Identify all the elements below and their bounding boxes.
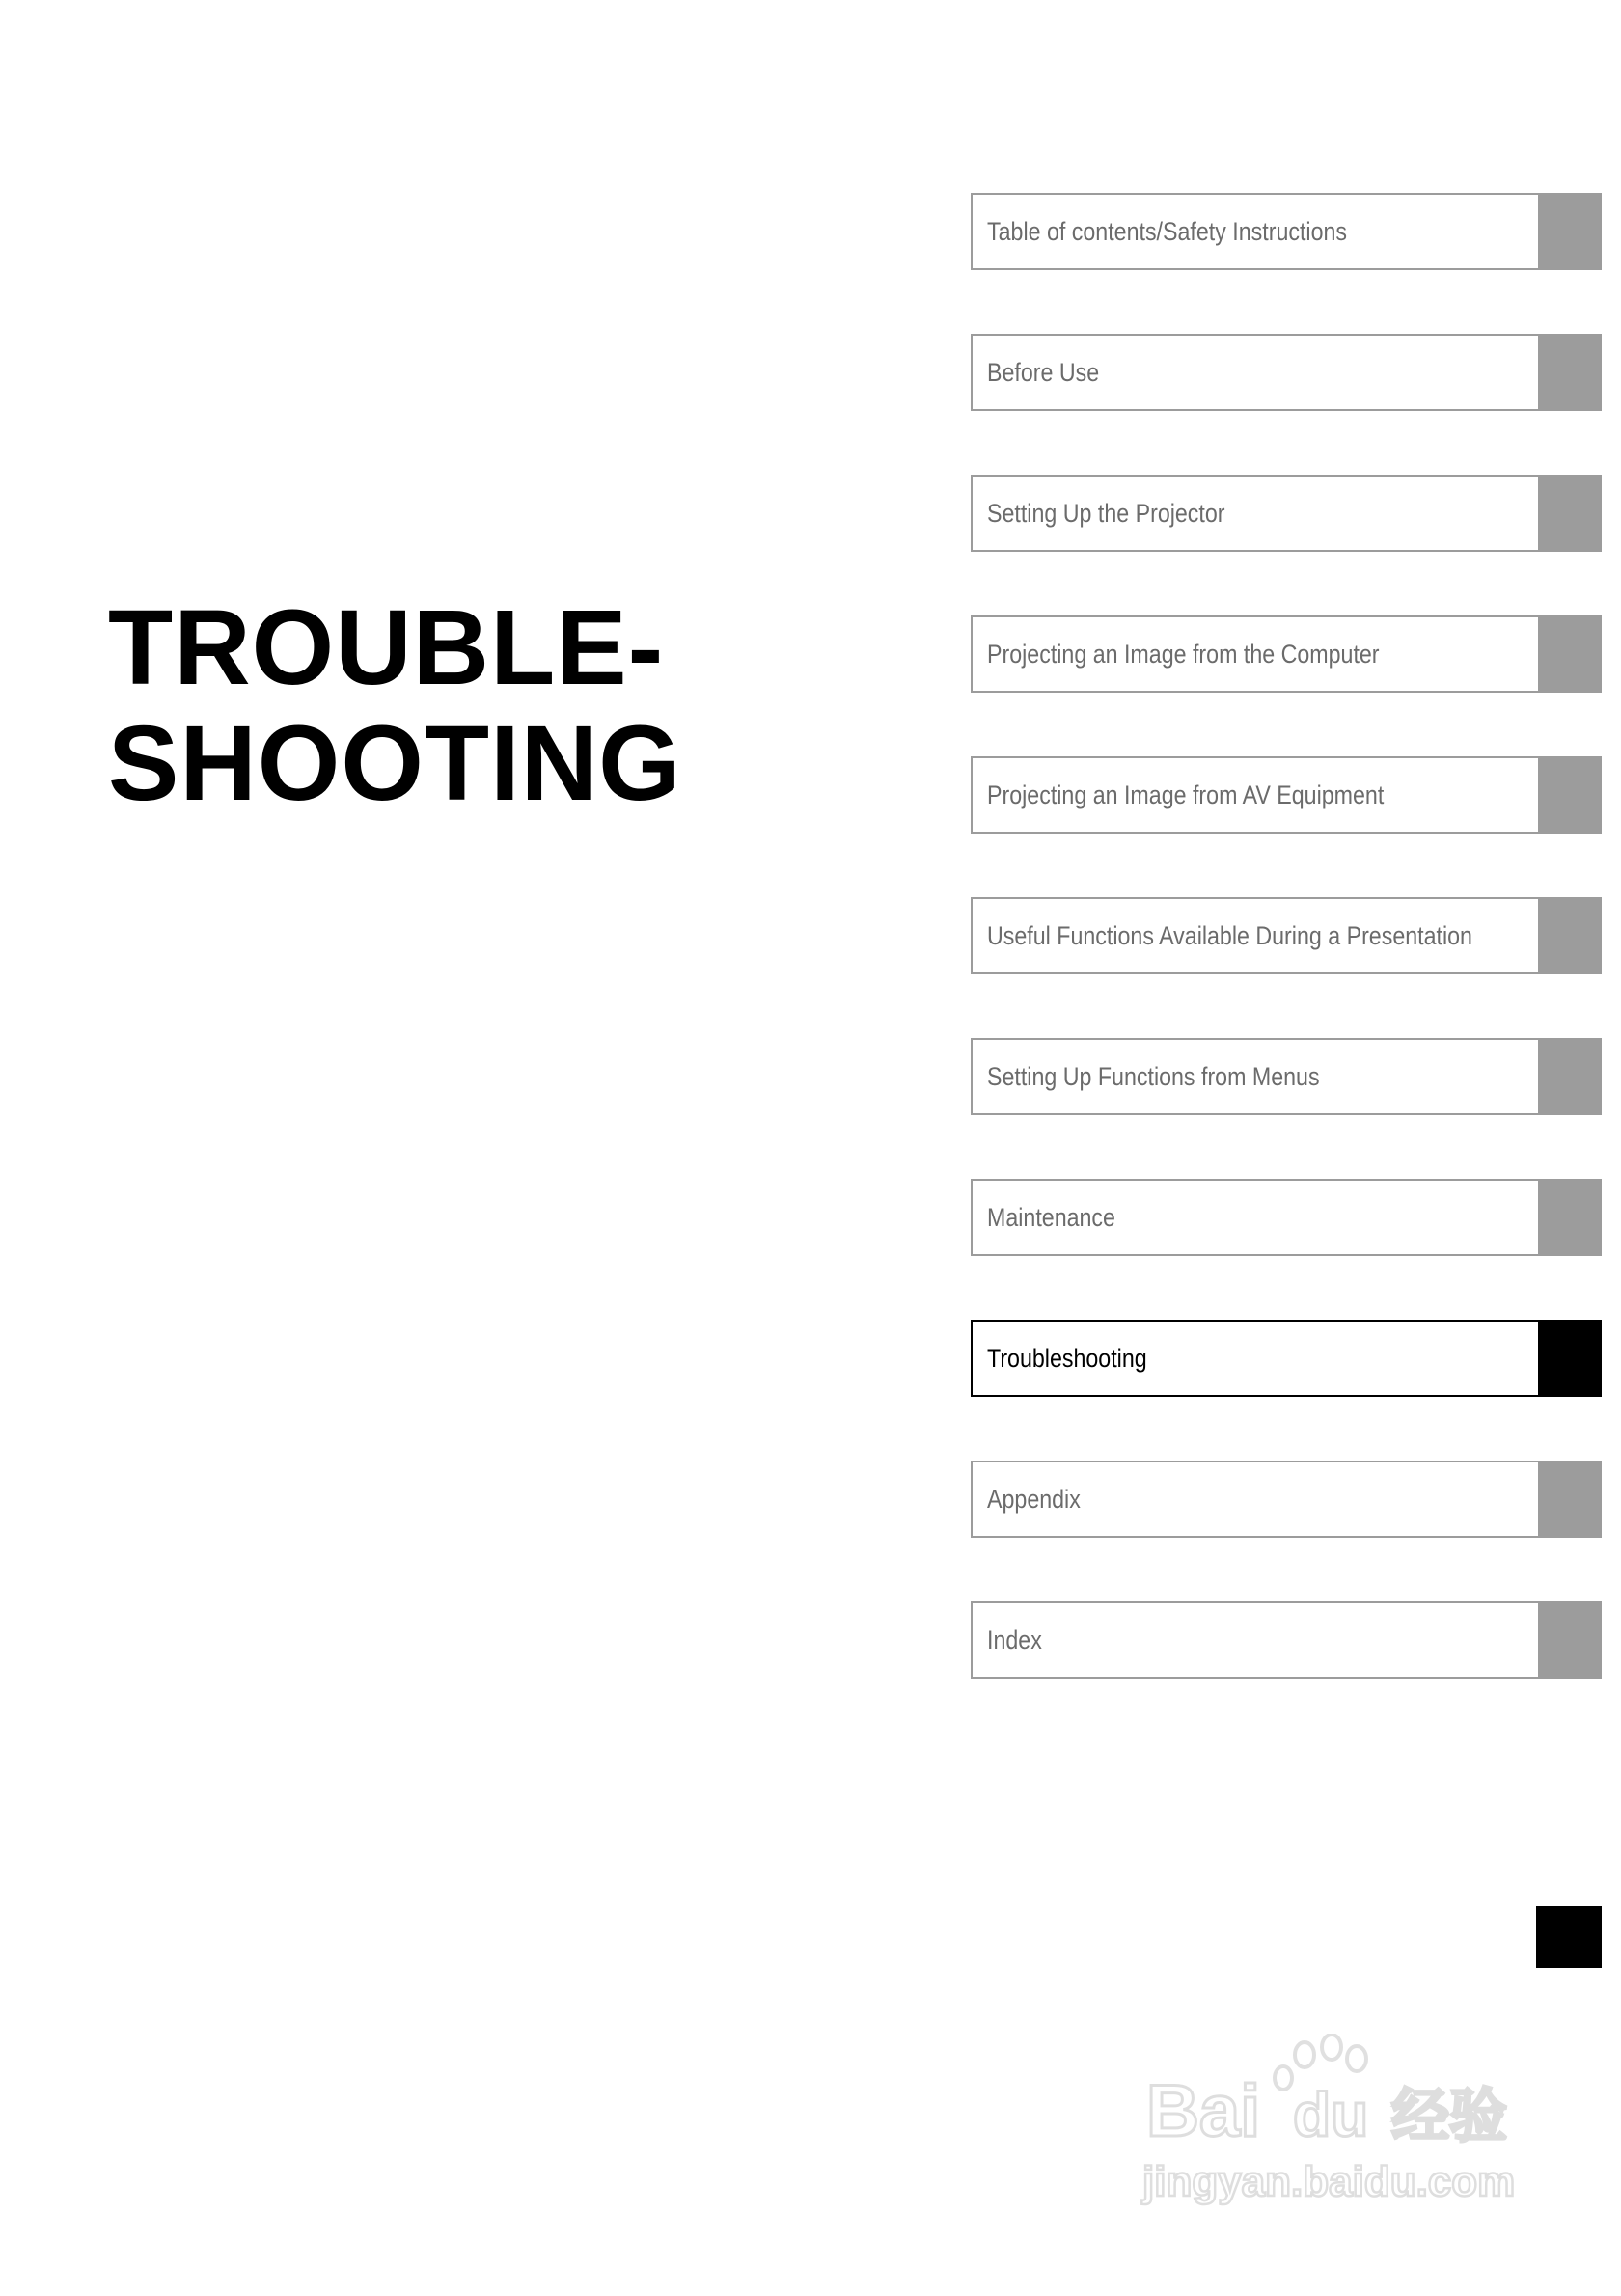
watermark-url: jingyan.baidu.com	[1142, 2158, 1516, 2205]
toc-item-label: Useful Functions Available During a Presentation	[987, 921, 1472, 950]
toc-item-useful-functions[interactable]	[971, 897, 1602, 974]
toc-item-label: Index	[987, 1626, 1042, 1654]
toc-item-projecting-av[interactable]	[971, 756, 1602, 834]
toc-item-tab	[1540, 1601, 1602, 1679]
toc-item-tab-active	[1540, 1320, 1602, 1397]
toc-item-label: Setting Up the Projector	[987, 499, 1225, 528]
toc-item-before-use[interactable]	[971, 334, 1602, 411]
toc-item-maintenance[interactable]	[971, 1179, 1602, 1256]
toc-item-label: Projecting an Image from the Computer	[987, 640, 1380, 669]
watermark-brand-2: du	[1293, 2080, 1369, 2149]
toc-item-projecting-computer[interactable]	[971, 615, 1602, 693]
toc-item-label: Setting Up Functions from Menus	[987, 1062, 1320, 1091]
chapter-index-tabs	[971, 193, 1602, 1742]
toc-item-tab	[1540, 897, 1602, 974]
baidu-jingyan-watermark	[1139, 2034, 1525, 2217]
watermark-cn: 经验	[1391, 2083, 1507, 2150]
toc-item-tab	[1540, 334, 1602, 411]
toc-item-troubleshooting[interactable]	[971, 1320, 1602, 1397]
chapter-title	[108, 590, 682, 822]
toc-item-tab	[1540, 1179, 1602, 1256]
toc-item-label: Maintenance	[987, 1203, 1115, 1232]
toc-item-tab	[1540, 193, 1602, 270]
toc-item-box	[971, 1601, 1540, 1679]
toc-item-menu-functions[interactable]	[971, 1038, 1602, 1115]
toc-item-tab	[1540, 756, 1602, 834]
toc-item-tab	[1540, 615, 1602, 693]
chapter-title-line-2: SHOOTING	[108, 704, 682, 823]
toc-item-setting-up-projector[interactable]	[971, 475, 1602, 552]
toc-item-label: Troubleshooting	[987, 1344, 1147, 1373]
watermark-brand: Bai	[1146, 2070, 1261, 2152]
toc-item-index[interactable]	[971, 1601, 1602, 1679]
chapter-title-line-1: TROUBLE-	[108, 588, 665, 707]
toc-item-table-of-contents[interactable]	[971, 193, 1602, 270]
toc-item-label: Before Use	[987, 358, 1100, 387]
toc-item-appendix[interactable]	[971, 1461, 1602, 1538]
toc-item-tab	[1540, 1461, 1602, 1538]
toc-item-tab	[1540, 475, 1602, 552]
toc-item-label: Projecting an Image from AV Equipment	[987, 780, 1385, 809]
toc-item-label: Table of contents/Safety Instructions	[987, 217, 1348, 246]
toc-item-tab	[1540, 1038, 1602, 1115]
toc-item-label: Appendix	[987, 1485, 1081, 1514]
chapter-page-marker	[1536, 1906, 1602, 1968]
